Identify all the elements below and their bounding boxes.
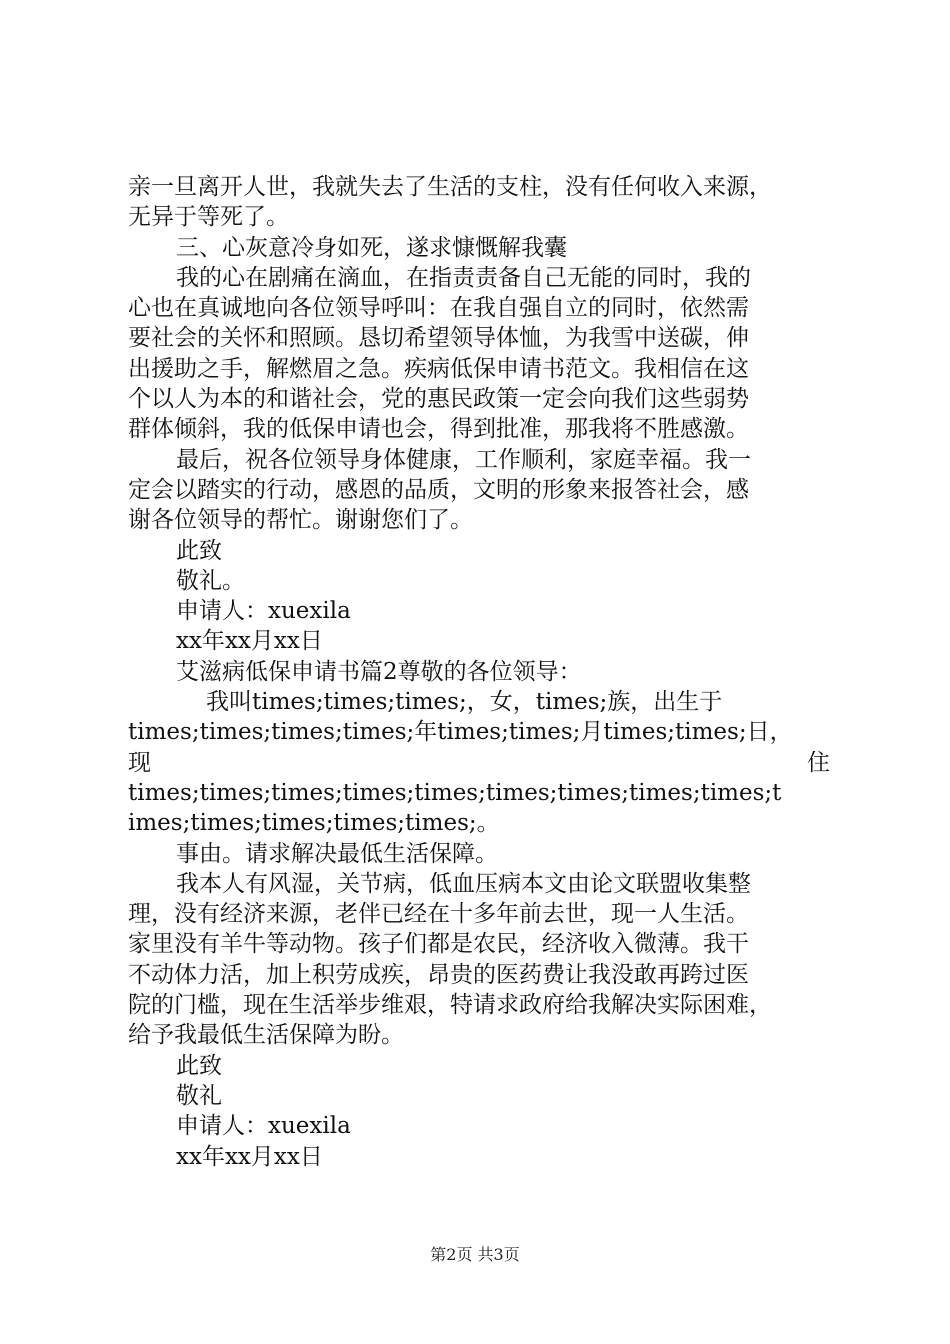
text-line: 我本人有风湿，关节病，低血压病本文由论文联盟收集整: [176, 870, 751, 897]
text-line: times;times;times;times;年times;times;月times;times;日，: [128, 719, 793, 746]
text-line-justified: [128, 748, 830, 778]
text-line: 事由。请求解决最低生活保障。: [176, 840, 498, 867]
date-line: xx年xx月xx日: [176, 628, 323, 655]
text-line: 最后，祝各位领导身体健康，工作顺利，家庭幸福。我一: [176, 446, 751, 473]
date-line: xx年xx月xx日: [176, 1143, 323, 1170]
closing-line: 此致: [176, 537, 222, 564]
text-line: 定会以踏实的行动，感恩的品质，文明的形象来报答社会，感: [128, 476, 749, 503]
text-line: 我叫times;times;times;，女，times;族，出生于: [206, 689, 723, 716]
text-line: 理，没有经济来源，老伴已经在十多年前去世，现一人生活。: [128, 901, 749, 928]
document-body: [128, 172, 830, 1172]
text-line: 个以人为本的和谐社会，党的惠民政策一定会向我们这些弱势: [128, 386, 749, 413]
text-line: times;times;times;times;times;times;times;times;times;t: [128, 779, 782, 806]
text-line: 院的门槛，现在生活举步维艰，特请求政府给我解决实际困难，: [128, 992, 772, 1019]
closing-line: 敬礼: [176, 1082, 222, 1109]
closing-line: 敬礼。: [176, 567, 245, 594]
section-heading: 三、心灰意冷身如死，遂求慷慨解我囊: [176, 234, 567, 261]
text-line: 出援助之手，解燃眉之急。疾病低保申请书范文。我相信在这: [128, 355, 749, 382]
text-fragment: 现: [128, 749, 151, 776]
applicant-line: 申请人：xuexila: [176, 1113, 351, 1140]
text-line: 家里没有羊牛等动物。孩子们都是农民，经济收入微薄。我干: [128, 931, 749, 958]
text-line: 要社会的关怀和照顾。恳切希望领导体恤，为我雪中送碳，伸: [128, 325, 749, 352]
text-line: 群体倾斜，我的低保申请也会，得到批准，那我将不胜感激。: [128, 416, 749, 443]
applicant-line: 申请人：xuexila: [176, 598, 351, 625]
text-line: 我的心在剧痛在滴血，在指责责备自己无能的同时，我的: [176, 264, 751, 291]
text-line: 不动体力活，加上积劳成疾，昂贵的医药费让我没敢再跨过医: [128, 961, 749, 988]
text-fragment: 住: [807, 749, 830, 776]
page-number-footer: 第2页 共3页: [430, 1245, 520, 1264]
text-line: 亲一旦离开人世，我就失去了生活的支柱，没有任何收入来源，: [128, 174, 772, 200]
text-line: 无异于等死了。: [128, 204, 289, 231]
text-line: 心也在真诚地向各位领导呼叫：在我自强自立的同时，依然需: [128, 295, 749, 322]
closing-line: 此致: [176, 1052, 222, 1079]
text-line: 给予我最低生活保障为盼。: [128, 1022, 404, 1049]
text-line: imes;times;times;times;times;。: [128, 810, 500, 837]
text-line: 谢各位领导的帮忙。谢谢您们了。: [128, 507, 473, 534]
letter-heading: 艾滋病低保申请书篇2尊敬的各位领导：: [176, 658, 582, 685]
